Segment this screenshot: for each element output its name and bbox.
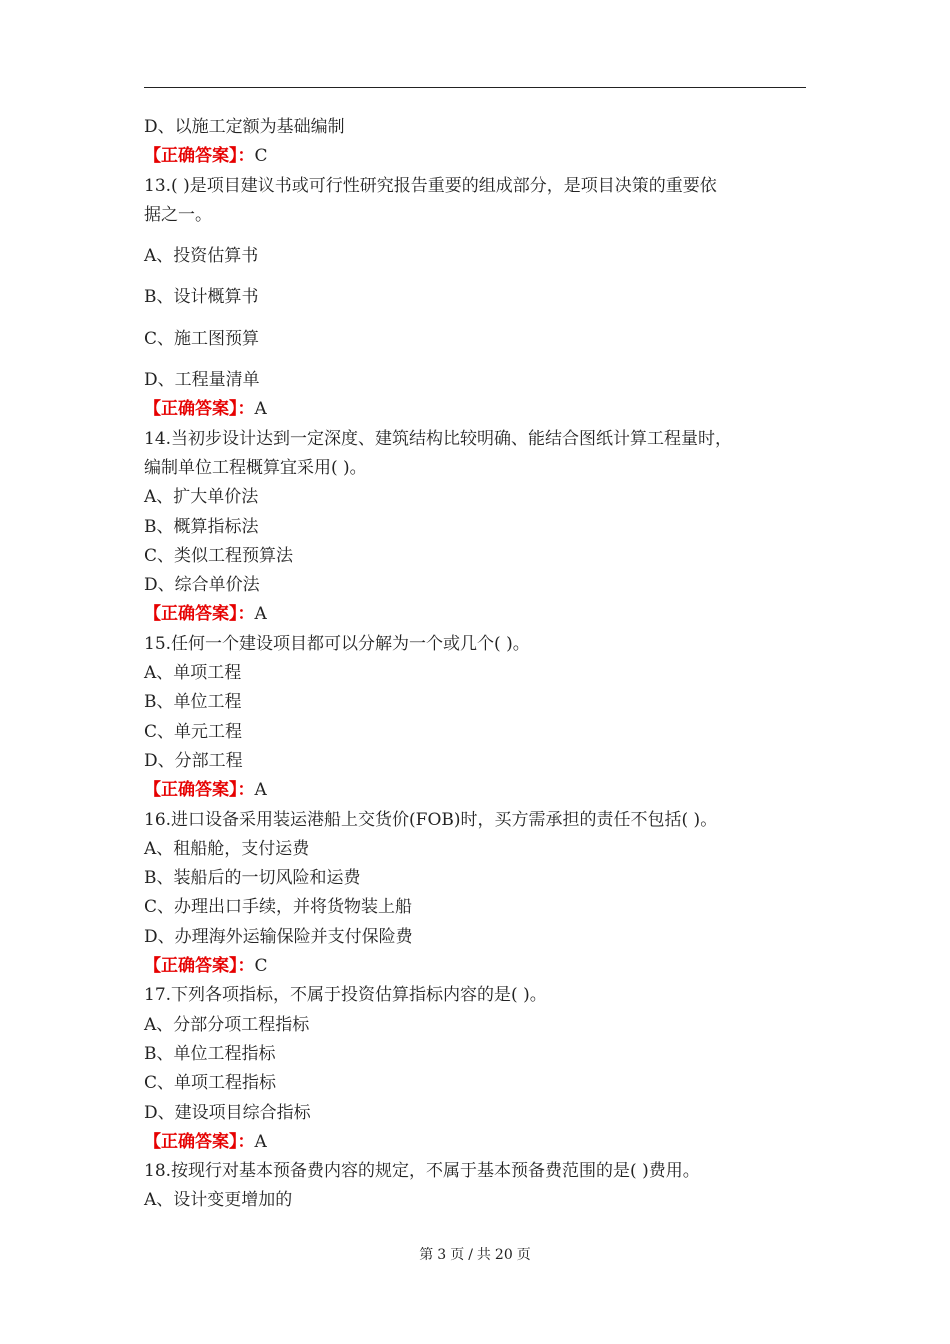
answer-value: A [254, 399, 267, 420]
question-stem: 16.进口设备采用装运港船上交货价(FOB)时，买方需承担的责任不包括( )。 [144, 809, 718, 830]
page-content [144, 113, 806, 1216]
option-d: D、建设项目综合指标 [144, 1102, 311, 1123]
answer-separator: ： [237, 399, 255, 420]
question-stem-cont: 据之一。 [144, 204, 212, 225]
question-stem-cont: 编制单位工程概算宜采用( )。 [144, 457, 367, 478]
answer-line [144, 776, 806, 805]
option-a: A、设计变更增加的 [144, 1190, 293, 1211]
answer-value: A [254, 1131, 267, 1152]
footer-total-unit: 页 [516, 1247, 531, 1263]
option-c: C、类似工程预算法 [144, 545, 294, 566]
option-b: B、装船后的一切风险和运费 [144, 868, 361, 889]
answer-separator: ： [237, 956, 255, 977]
header-rule [144, 87, 806, 88]
footer-total-pages: 20 [494, 1247, 513, 1263]
option-b: B、概算指标法 [144, 516, 259, 537]
option-d: D、办理海外运输保险并支付保险费 [144, 926, 413, 947]
answer-value: A [254, 604, 267, 625]
option-b: B、单位工程指标 [144, 1043, 276, 1064]
question-stem: 18.按现行对基本预备费内容的规定，不属于基本预备费范围的是( )费用。 [144, 1161, 700, 1182]
option-d: D、以施工定额为基础编制 [144, 117, 345, 137]
answer-separator: ： [237, 1131, 255, 1152]
answer-label: 【正确答案】 [144, 780, 238, 801]
answer-value: C [254, 146, 268, 167]
option-c: C、单元工程 [144, 721, 243, 742]
question-stem: 15.任何一个建设项目都可以分解为一个或几个( )。 [144, 633, 530, 654]
option-c: C、施工图预算 [144, 328, 260, 349]
answer-value: A [254, 780, 267, 801]
question-stem: 13.( )是项目建议书或可行性研究报告重要的组成部分，是项目决策的重要依 [144, 175, 717, 196]
answer-line [144, 1128, 806, 1157]
answer-label: 【正确答案】 [144, 956, 238, 977]
option-a: A、租船舱，支付运费 [144, 838, 310, 859]
answer-line [144, 142, 806, 171]
answer-line [144, 600, 806, 629]
page-footer [0, 1244, 950, 1264]
option-d: D、工程量清单 [144, 370, 260, 391]
option-a: A、扩大单价法 [144, 487, 259, 508]
answer-separator: ： [237, 146, 255, 167]
option-d: D、分部工程 [144, 750, 243, 771]
answer-label: 【正确答案】 [144, 604, 238, 625]
option-b: B、设计概算书 [144, 287, 259, 308]
option-a: A、单项工程 [144, 663, 242, 684]
answer-label: 【正确答案】 [144, 1131, 238, 1152]
answer-line [144, 395, 806, 424]
footer-slash: / [468, 1247, 473, 1263]
footer-prefix: 第 [419, 1247, 434, 1263]
answer-value: C [254, 956, 268, 977]
answer-label: 【正确答案】 [144, 399, 238, 420]
footer-total-prefix: 共 [476, 1247, 491, 1263]
footer-page-unit: 页 [450, 1247, 465, 1263]
question-stem: 14.当初步设计达到一定深度、建筑结构比较明确、能结合图纸计算工程量时， [144, 428, 733, 449]
question-stem: 17.下列各项指标，不属于投资估算指标内容的是( )。 [144, 985, 547, 1006]
answer-separator: ： [237, 604, 255, 625]
option-a: A、分部分项工程指标 [144, 1014, 310, 1035]
option-d: D、综合单价法 [144, 575, 260, 596]
option-c: C、办理出口手续，并将货物装上船 [144, 897, 413, 918]
option-b: B、单位工程 [144, 692, 242, 713]
answer-separator: ： [237, 780, 255, 801]
option-c: C、单项工程指标 [144, 1073, 277, 1094]
answer-line [144, 952, 806, 981]
answer-label: 【正确答案】 [144, 146, 238, 167]
option-a: A、投资估算书 [144, 246, 259, 267]
footer-page-number: 3 [437, 1247, 447, 1263]
